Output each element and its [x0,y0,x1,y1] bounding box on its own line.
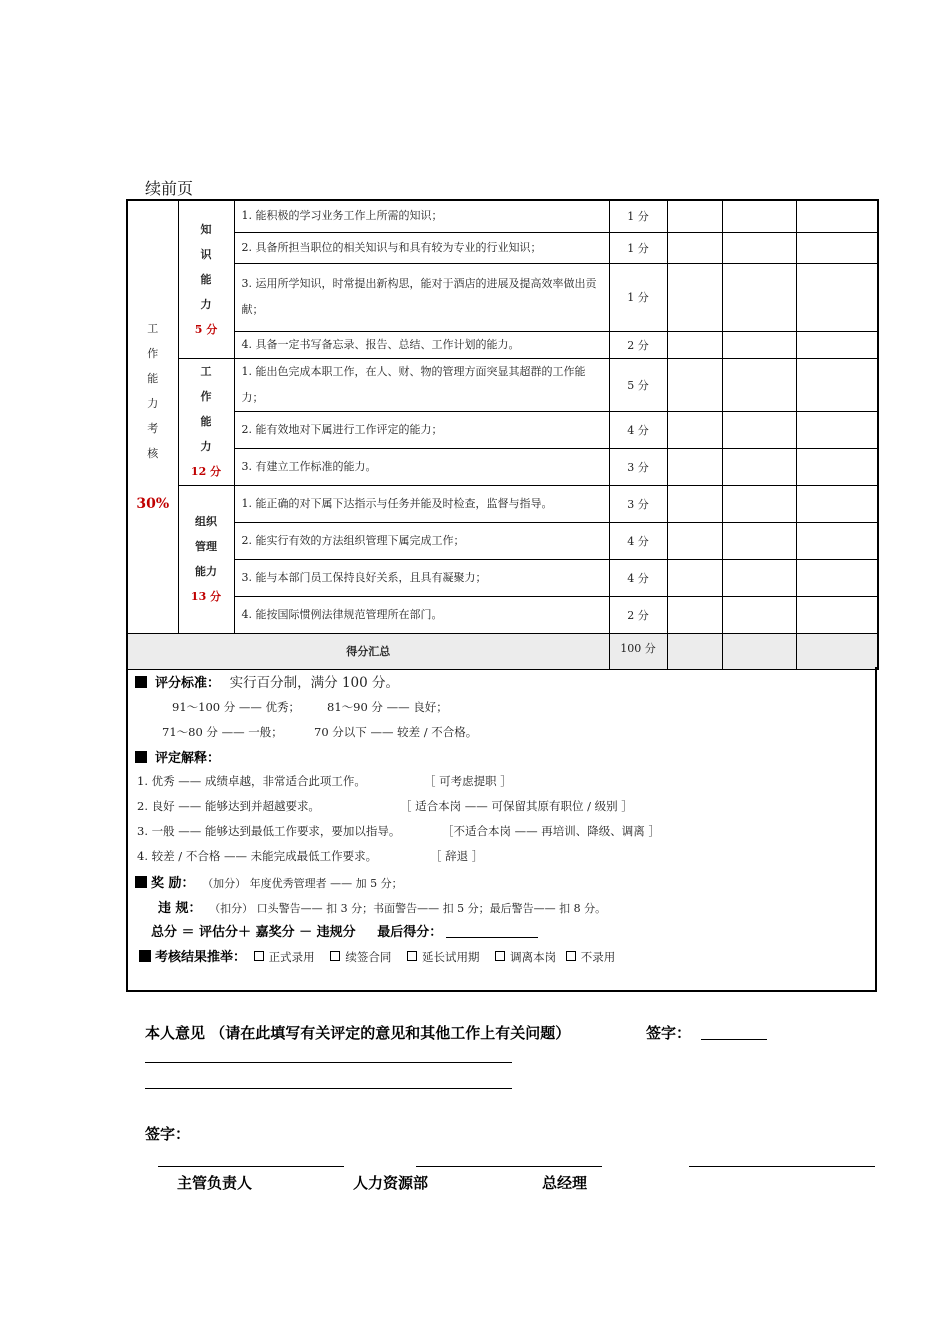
explain-note: ［ 适合本岗 —— 可保留其原有职位 / 级别 ］ [400,799,633,813]
assessment-table [126,199,879,670]
score-input-cell[interactable] [722,331,796,358]
summary-input-cell[interactable] [722,633,796,669]
criteria-item: 3. 运用所学知识，时常提出新构思，能对于酒店的进展及提高效率做出贡献； [234,263,609,331]
standard-line2a: 71～80 分 —— 一般； [162,725,283,739]
group-management [178,485,234,633]
opinion-label: 本人意见 （请在此填写有关评定的意见和其他工作上有关问题） [145,1024,571,1042]
violation-row [158,897,606,916]
criteria-score: 3 分 [609,448,667,485]
group-name: 能力 [195,565,217,578]
group-name: 能 [200,272,212,286]
score-input-cell[interactable] [722,411,796,448]
criteria-score: 4 分 [609,411,667,448]
score-input-cell[interactable] [796,522,878,559]
group-name: 组织 [195,515,217,528]
standard-line1b: 81～90 分 —— 良好； [327,700,448,714]
standard-label: 评分标准： [155,676,221,691]
group-name: 管理 [195,540,217,553]
signature-label: 签字： [145,1125,191,1143]
criteria-item: 1. 能正确的对下属下达指示与任务并能及时检查，监督与指导。 [234,485,609,522]
group-name: 识 [200,247,212,261]
explain-item: 4. 较差 / 不合格 —— 未能完成最低工作要求。 [137,849,378,863]
group-name: 力 [200,440,212,453]
score-input-cell[interactable] [722,232,796,263]
score-input-cell[interactable] [722,522,796,559]
criteria-score: 2 分 [609,331,667,358]
explain-note: ［不适合本岗 —— 再培训、降级、调离 ］ [442,824,660,838]
explain-row [135,747,220,766]
score-input-cell[interactable] [667,232,722,263]
standard-text: 实行百分制，满分 100 分。 [229,675,400,691]
score-input-cell[interactable] [796,200,878,232]
score-input-cell[interactable] [796,485,878,522]
criteria-item: 1. 能积极的学习业务工作上所需的知识； [234,200,609,232]
bullet-square-icon [139,950,151,962]
criteria-item: 3. 能与本部门员工保持良好关系，且具有凝聚力； [234,559,609,596]
category-char: 作 [147,347,159,361]
continuation-label: 续前页 [145,179,194,198]
reward-label: 奖 励： [151,876,195,891]
final-score-label: 最后得分： [377,925,443,940]
score-input-cell[interactable] [796,263,878,331]
score-input-cell[interactable] [722,596,796,633]
formula-text: 总分 ＝ 评估分＋ 嘉奖分 － 违规分 [151,925,356,940]
score-input-cell[interactable] [722,448,796,485]
criteria-item: 3. 有建立工作标准的能力。 [234,448,609,485]
score-input-cell[interactable] [796,331,878,358]
explain-item: 1. 优秀 —— 成绩卓越，非常适合此项工作。 [137,774,366,788]
final-score-field[interactable] [446,937,538,938]
result-checkbox[interactable] [330,951,340,961]
reward-row [135,872,403,891]
group-name: 能 [200,415,212,428]
role-supervisor: 主管负责人 [177,1174,253,1192]
opinion-sign-label: 签字： [646,1024,692,1042]
criteria-score: 2 分 [609,596,667,633]
result-option: 延长试用期 [421,950,480,964]
criteria-item: 1. 能出色完成本职工作，在人、财、物的管理方面突显其超群的工作能力； [234,358,609,411]
group-name: 知 [200,222,212,236]
criteria-score: 1 分 [609,263,667,331]
reward-text: （加分） 年度优秀管理者 —— 加 5 分； [202,877,403,890]
explain-item: 3. 一般 —— 能够达到最低工作要求，要加以指导。 [137,824,401,838]
result-checkbox[interactable] [495,951,505,961]
opinion-line[interactable] [145,1050,512,1063]
score-input-cell[interactable] [796,559,878,596]
score-input-cell[interactable] [667,522,722,559]
criteria-score: 4 分 [609,559,667,596]
bullet-square-icon [135,751,147,763]
standard-line2b: 70 分以下 —— 较差 / 不合格。 [314,725,478,739]
explain-note: ［ 辞退 ］ [430,849,484,863]
category-percent: 30% [136,496,170,513]
score-input-cell[interactable] [667,411,722,448]
category-char: 核 [147,447,159,461]
score-input-cell[interactable] [722,559,796,596]
result-option: 续签合同 [345,950,392,964]
result-checkbox[interactable] [254,951,264,961]
summary-total: 100 分 [609,633,667,669]
score-input-cell[interactable] [796,411,878,448]
signature-line[interactable] [689,1152,875,1167]
score-input-cell[interactable] [667,331,722,358]
criteria-item: 4. 具备一定书写备忘录、报告、总结、工作计划的能力。 [234,331,609,358]
group-points: 13 分 [190,590,222,603]
criteria-score: 4 分 [609,522,667,559]
opinion-line[interactable] [145,1076,512,1089]
result-checkbox[interactable] [566,951,576,961]
standard-line1a: 91～100 分 —— 优秀； [172,700,301,714]
formula-row [151,921,538,940]
score-input-cell[interactable] [667,200,722,232]
role-hr: 人力资源部 [353,1174,429,1192]
result-option: 正式录用 [268,950,315,964]
score-input-cell[interactable] [796,232,878,263]
role-gm: 总经理 [542,1174,588,1192]
score-input-cell[interactable] [667,448,722,485]
criteria-item: 4. 能按国际惯例法律规范管理所在部门。 [234,596,609,633]
result-checkbox[interactable] [407,951,417,961]
explain-item: 2. 良好 —— 能够达到并超越要求。 [137,799,320,813]
category-char: 工 [147,322,159,336]
score-input-cell[interactable] [667,559,722,596]
bullet-square-icon [135,676,147,688]
criteria-score: 3 分 [609,485,667,522]
score-input-cell[interactable] [722,200,796,232]
group-knowledge [178,200,234,358]
category-cell [127,200,178,633]
criteria-score: 1 分 [609,200,667,232]
summary-label: 得分汇总 [127,633,609,669]
bullet-square-icon [135,876,147,888]
violation-label: 违 规： [158,901,202,916]
group-name: 力 [200,297,212,311]
violation-text: （扣分） 口头警告—— 扣 3 分；书面警告—— 扣 5 分；最后警告—— 扣 8 分。 [209,902,607,915]
signature-line[interactable] [158,1152,344,1167]
category-char: 考 [147,422,159,436]
summary-input-cell[interactable] [667,633,722,669]
group-work [178,358,234,485]
criteria-item: 2. 具备所担当职位的相关知识与和具有较为专业的行业知识； [234,232,609,263]
category-char: 力 [147,397,159,411]
score-input-cell[interactable] [796,358,878,411]
standard-row [135,671,399,691]
group-name: 作 [200,390,212,403]
summary-input-cell[interactable] [796,633,878,669]
signature-line[interactable] [416,1152,602,1167]
criteria-item: 2. 能实行有效的方法组织管理下属完成工作； [234,522,609,559]
category-char: 能 [147,372,159,386]
group-name: 工 [200,365,212,378]
result-option: 不录用 [580,950,616,964]
notes-section [126,667,877,992]
criteria-score: 1 分 [609,232,667,263]
result-row [139,946,615,965]
score-input-cell[interactable] [667,358,722,411]
explain-label: 评定解释： [155,751,221,766]
score-input-cell[interactable] [722,263,796,331]
score-input-cell[interactable] [667,263,722,331]
score-input-cell[interactable] [796,448,878,485]
score-input-cell[interactable] [796,596,878,633]
opinion-sign-field[interactable] [701,1025,767,1040]
criteria-score: 5 分 [609,358,667,411]
criteria-item: 2. 能有效地对下属进行工作评定的能力； [234,411,609,448]
result-label: 考核结果推举： [155,950,247,965]
explain-note: ［ 可考虑提职 ］ [424,774,512,788]
group-points: 5 分 [194,322,218,336]
result-option: 调离本岗 [510,950,557,964]
score-input-cell[interactable] [722,485,796,522]
score-input-cell[interactable] [667,485,722,522]
score-input-cell[interactable] [667,596,722,633]
score-input-cell[interactable] [722,358,796,411]
group-points: 12 分 [190,465,222,478]
